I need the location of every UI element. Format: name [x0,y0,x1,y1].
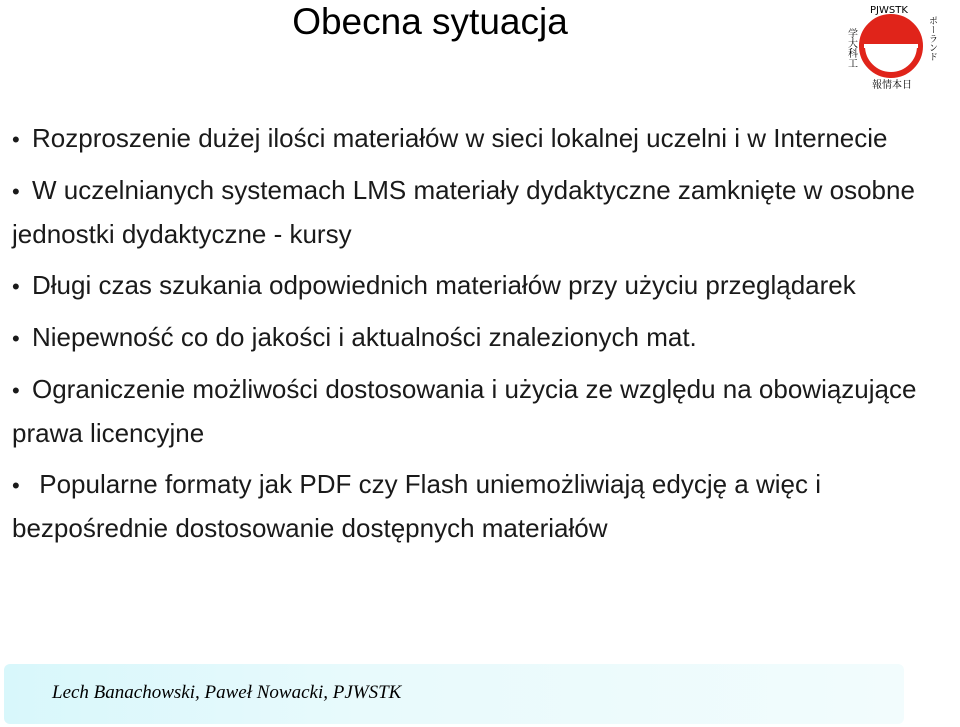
bullet-dot: • [12,179,20,204]
bullet-text: Niepewność co do jakości i aktualności znalezionych mat. [32,322,697,352]
bullet-dot: • [12,326,20,351]
bullet-dot: • [12,378,20,403]
logo-left-letters: 学大科工 [845,28,857,68]
bullet-text: Ograniczenie możliwości dostosowania i użycia ze względu na obowiązujące prawa licencyjne [12,374,917,448]
bullet-item [12,169,958,256]
bullet-text: Popularne formaty jak PDF czy Flash uniemożliwiają edycję a więc i bezpośrednie dostosowanie dostępnych materiałów [12,469,821,543]
bullet-dot: • [12,473,20,498]
logo-bottom-letters: 報情本日 [872,80,912,91]
logo-top-letters: PJWSTK [870,5,908,16]
slide-title: Obecna sytuacja [292,1,568,42]
bullet-item [12,368,958,455]
bullet-list [12,117,958,558]
footer-bar [4,664,904,724]
bullet-item [12,316,958,360]
pjwstk-logo-icon [845,0,948,92]
bullet-item [12,264,958,308]
footer-author: Lech Banachowski, Paweł Nowacki, PJWSTK [52,682,402,703]
logo-right-letters: ポーランド [927,16,937,61]
bullet-text: W uczelnianych systemach LMS materiały dydaktyczne zamknięte w osobne jednostki dydaktyczne - kursy [12,175,915,249]
bullet-dot: • [12,274,20,299]
bullet-item [12,117,958,161]
bullet-item [12,463,958,550]
bullet-text: Rozproszenie dużej ilości materiałów w sieci lokalnej uczelni i w Internecie [32,123,888,153]
bullet-text: Długi czas szukania odpowiednich materiałów przy użyciu przeglądarek [32,270,856,300]
bullet-dot: • [12,127,20,152]
